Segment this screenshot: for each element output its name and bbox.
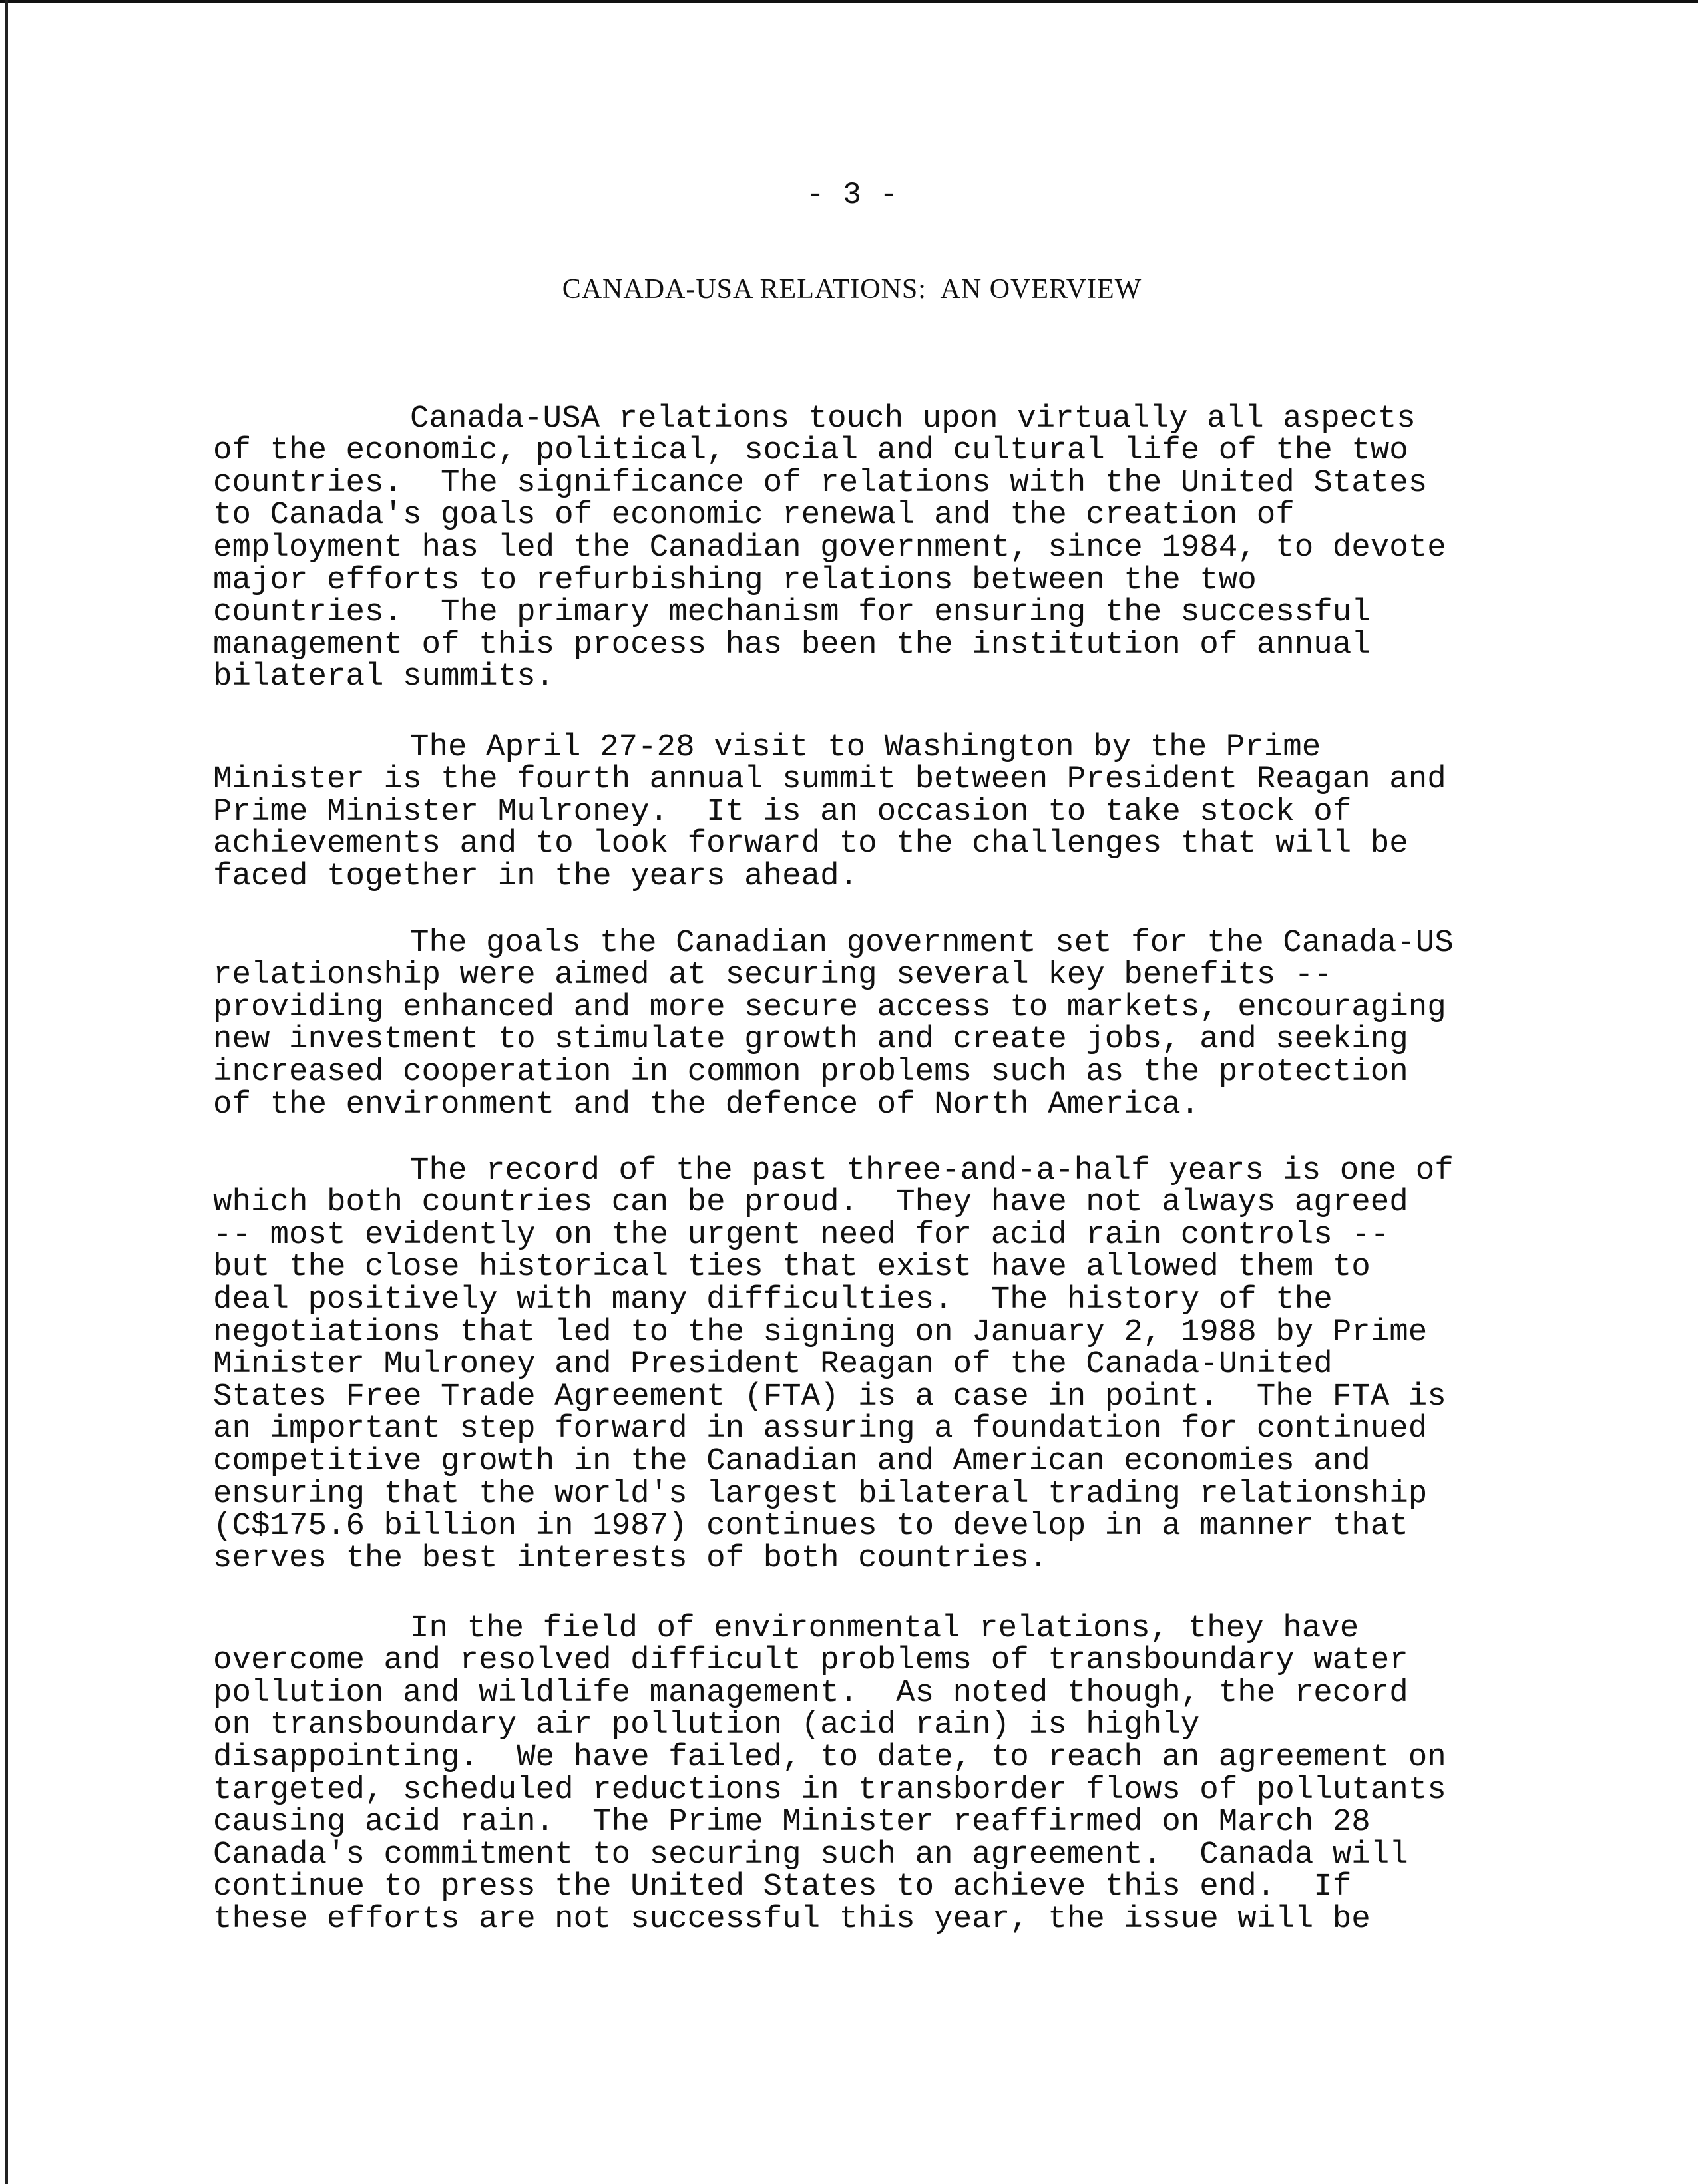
paragraph-line: negotiations that led to the signing on January 2, 1988 by Prime [213,1314,1428,1350]
paragraph-line: new investment to stimulate growth and create jobs, and seeking [213,1021,1408,1058]
paragraph-line: Minister Mulroney and President Reagan of the Canada-United [213,1346,1333,1383]
paragraph-line: achievements and to look forward to the challenges that will be [213,826,1408,862]
paragraph-line: ensuring that the world's largest bilateral trading relationship [213,1475,1428,1512]
paragraph-line: countries. The significance of relations with the United States [213,464,1428,501]
paragraph-line: to Canada's goals of economic renewal and the creation of [213,497,1295,534]
scan-top-edge [0,0,1698,3]
paragraph-line: overcome and resolved difficult problems of transboundary water [213,1642,1408,1679]
paragraph-line: Canada-USA relations touch upon virtually all aspects [410,400,1416,437]
paragraph-line: serves the best interests of both countries. [213,1540,1048,1576]
paragraph-line: of the environment and the defence of North America. [213,1086,1200,1123]
paragraph-5 [213,1580,1544,1936]
paragraph-line: providing enhanced and more secure access to markets, encouraging [213,989,1446,1025]
paragraph-line: of the economic, political, social and cultural life of the two [213,433,1408,469]
paragraph-line: an important step forward in assuring a foundation for continued [213,1411,1428,1447]
paragraph-line: States Free Trade Agreement (FTA) is a case in point. The FTA is [213,1378,1446,1415]
paragraph-line: increased cooperation in common problems such as the protection [213,1053,1408,1090]
paragraph-line: targeted, scheduled reductions in transborder flows of pollutants [213,1771,1446,1808]
paragraph-line: on transboundary air pollution (acid rain) is highly [213,1707,1200,1743]
paragraph-line: these efforts are not successful this year, the issue will be [213,1901,1371,1937]
paragraph-line: Prime Minister Mulroney. It is an occasion to take stock of [213,793,1352,830]
paragraph-2 [213,699,1544,893]
document-title: CANADA-USA RELATIONS: AN OVERVIEW [562,274,1142,305]
paragraph-line: which both countries can be proud. They have not always agreed [213,1184,1408,1221]
paragraph-line: Canada's commitment to securing such an agreement. Canada will [213,1836,1408,1873]
paragraph-line: Minister is the fourth annual summit between President Reagan and [213,761,1446,798]
paragraph-line: but the close historical ties that exist have allowed them to [213,1249,1371,1286]
paragraph-line: management of this process has been the institution of annual [213,626,1371,663]
scan-left-edge [5,0,8,2184]
paragraph-4 [213,1122,1544,1574]
paragraph-3 [213,894,1544,1121]
paragraph-line: employment has led the Canadian government, since 1984, to devote [213,529,1446,566]
paragraph-line: continue to press the United States to achieve this end. If [213,1869,1352,1905]
paragraph-1 [213,370,1544,693]
paragraph-line: countries. The primary mechanism for ensuring the successful [213,594,1371,631]
paragraph-line: relationship were aimed at securing several key benefits -- [213,957,1333,994]
paragraph-line: In the field of environmental relations, they have [410,1610,1359,1646]
paragraph-line: major efforts to refurbishing relations between the two [213,562,1257,598]
paragraph-line: deal positively with many difficulties. The history of the [213,1281,1333,1318]
paragraph-line: bilateral summits. [213,659,555,695]
paragraph-line: pollution and wildlife management. As noted though, the record [213,1674,1408,1711]
paragraph-line: -- most evidently on the urgent need for acid rain controls -- [213,1216,1390,1253]
paragraph-line: The April 27-28 visit to Washington by the Prime [410,729,1321,765]
paragraph-line: competitive growth in the Canadian and American economies and [213,1443,1371,1479]
paragraph-line: The record of the past three-and-a-half years is one of [410,1152,1454,1188]
paragraph-line: (C$175.6 billion in 1987) continues to develop in a manner that [213,1508,1408,1545]
paragraph-line: faced together in the years ahead. [213,858,859,894]
paragraph-line: The goals the Canadian government set for the Canada-US [410,924,1454,961]
page-number: - 3 - [805,178,899,212]
paragraph-line: causing acid rain. The Prime Minister reaffirmed on March 28 [213,1804,1371,1841]
paragraph-line: disappointing. We have failed, to date, to reach an agreement on [213,1739,1446,1775]
